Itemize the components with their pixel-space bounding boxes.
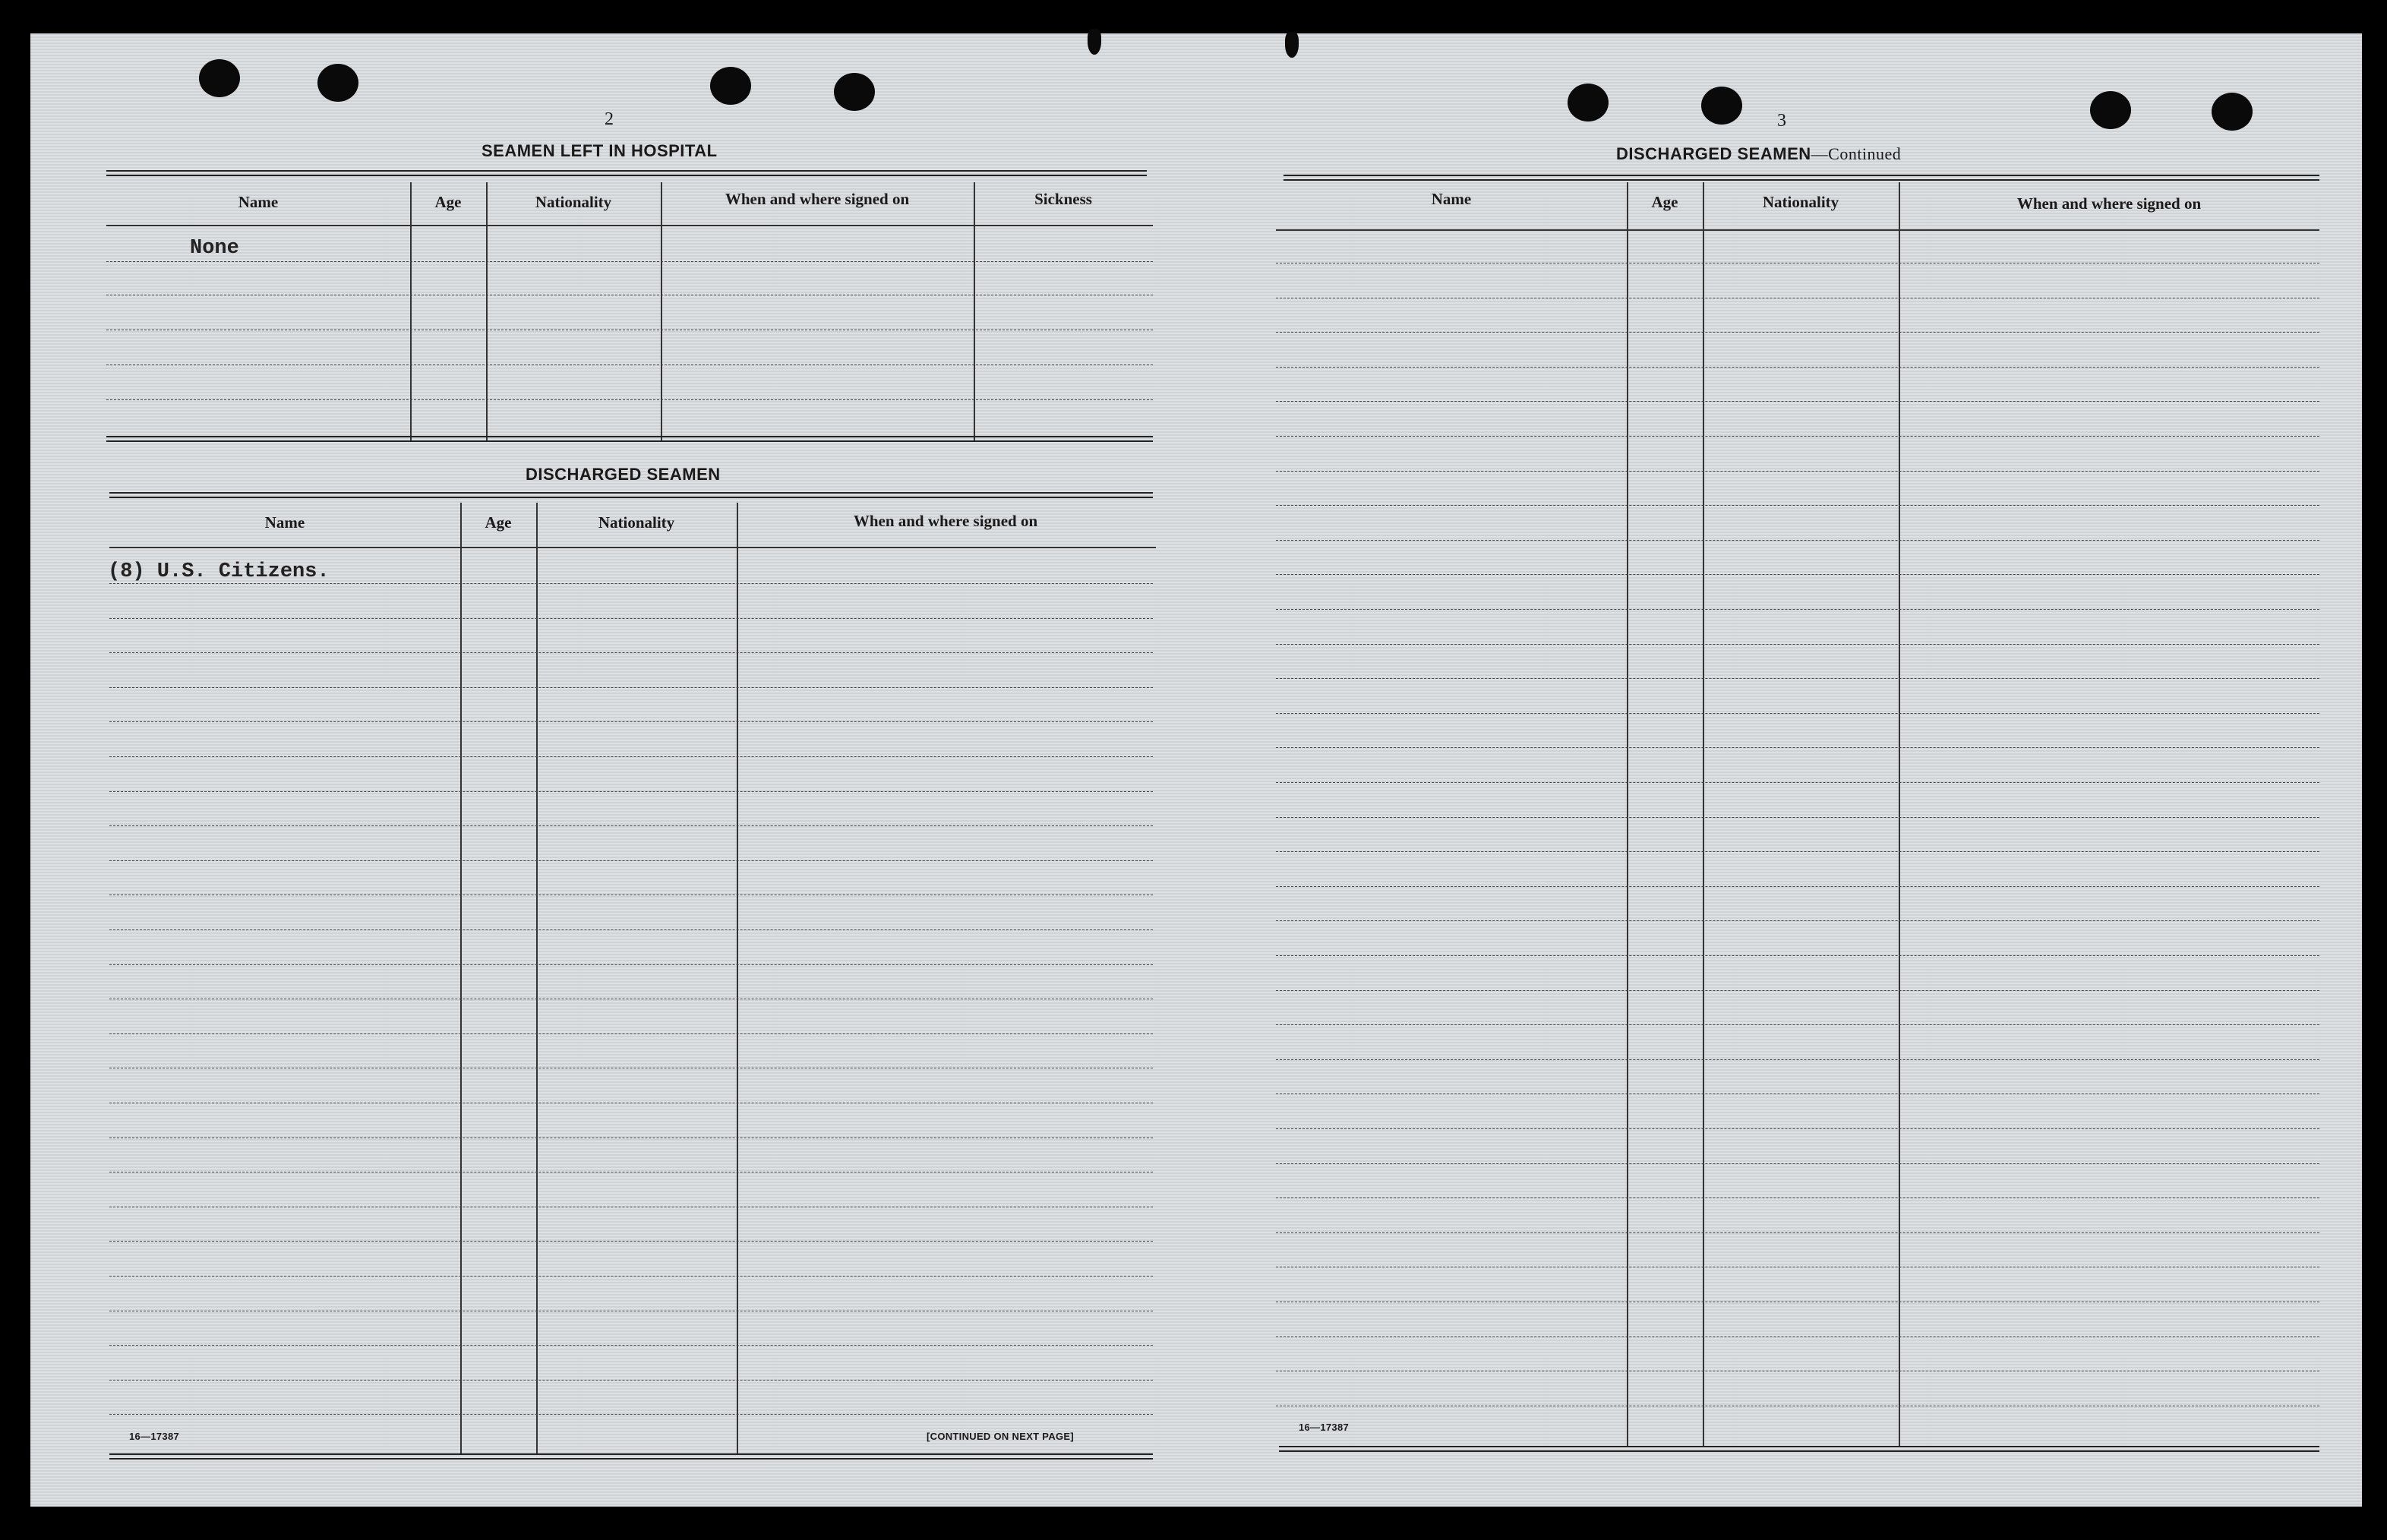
punch-hole bbox=[2090, 91, 2131, 129]
discharged-header-age: Age bbox=[485, 513, 512, 532]
punch-hole bbox=[1568, 84, 1609, 121]
row-line bbox=[109, 929, 1153, 930]
discharged-header-name: Name bbox=[264, 513, 305, 532]
row-line bbox=[1276, 367, 2319, 368]
hospital-row-line bbox=[106, 261, 1153, 262]
row-line bbox=[109, 618, 1153, 619]
row-line bbox=[109, 791, 1153, 792]
row-line bbox=[1276, 644, 2319, 645]
hospital-header-nationality: Nationality bbox=[535, 193, 612, 211]
row-line bbox=[1276, 609, 2319, 610]
discharged-top-rule bbox=[109, 492, 1153, 498]
row-line bbox=[1276, 990, 2319, 991]
hospital-col-divider bbox=[661, 182, 662, 440]
row-line bbox=[109, 825, 1153, 826]
punch-hole bbox=[317, 64, 358, 102]
row-line bbox=[1276, 747, 2319, 748]
row-line bbox=[109, 652, 1153, 653]
row-line bbox=[1276, 471, 2319, 472]
right-header-signed-on: When and where signed on bbox=[2016, 194, 2202, 213]
row-line bbox=[1276, 886, 2319, 887]
row-line bbox=[109, 1241, 1153, 1242]
row-line bbox=[1276, 1059, 2319, 1060]
hospital-col-divider bbox=[410, 182, 412, 440]
row-line bbox=[109, 687, 1153, 688]
page-number-left: 2 bbox=[605, 109, 614, 129]
hospital-header-age: Age bbox=[434, 193, 462, 211]
row-line bbox=[1276, 713, 2319, 714]
row-line bbox=[109, 1345, 1153, 1346]
right-header-name: Name bbox=[1431, 190, 1472, 208]
right-top-rule bbox=[1283, 175, 2319, 181]
continued-note: [CONTINUED ON NEXT PAGE] bbox=[927, 1431, 1075, 1442]
hospital-header-sickness: Sickness bbox=[1034, 190, 1092, 208]
row-line bbox=[1276, 436, 2319, 437]
right-bottom-rule bbox=[1279, 1446, 2319, 1452]
discharged-section-title: DISCHARGED SEAMEN bbox=[526, 465, 721, 484]
form-number-left: 16—17387 bbox=[129, 1431, 180, 1442]
row-line bbox=[1276, 1232, 2319, 1233]
binding-notch bbox=[1088, 29, 1101, 55]
row-line bbox=[109, 756, 1153, 757]
hospital-row-line bbox=[106, 399, 1153, 400]
document-sheet bbox=[30, 33, 2362, 1507]
row-line bbox=[109, 1380, 1153, 1381]
row-line bbox=[1276, 263, 2319, 264]
discharged-entry-name: (8) U.S. Citizens. bbox=[108, 560, 330, 583]
discharged-header-rule bbox=[109, 547, 1156, 548]
discharged-continued-title bbox=[1616, 144, 1901, 164]
hospital-bottom-rule bbox=[106, 436, 1153, 442]
row-line bbox=[1276, 920, 2319, 921]
binding-notch bbox=[1285, 32, 1299, 58]
discharged-continued-title-sub: —Continued bbox=[1811, 144, 1902, 163]
punch-hole bbox=[2212, 93, 2253, 131]
row-line bbox=[109, 964, 1153, 965]
discharged-continued-title-main: DISCHARGED SEAMEN bbox=[1616, 144, 1811, 163]
row-line bbox=[1276, 401, 2319, 402]
row-line bbox=[1276, 851, 2319, 852]
hospital-row-line bbox=[106, 364, 1153, 365]
row-line bbox=[109, 860, 1153, 861]
hospital-entry-name: None bbox=[190, 237, 239, 260]
page-number-right: 3 bbox=[1777, 111, 1786, 131]
row-line bbox=[109, 1414, 1153, 1415]
row-line bbox=[1276, 574, 2319, 575]
row-line bbox=[1276, 332, 2319, 333]
punch-hole bbox=[710, 67, 751, 105]
discharged-header-nationality: Nationality bbox=[598, 513, 675, 532]
form-number-right: 16—17387 bbox=[1299, 1422, 1350, 1433]
row-line bbox=[1276, 1163, 2319, 1164]
punch-hole bbox=[199, 59, 240, 97]
hospital-header-name: Name bbox=[238, 193, 279, 211]
punch-hole bbox=[834, 73, 875, 111]
right-col-divider bbox=[1703, 182, 1704, 1446]
hospital-col-divider bbox=[486, 182, 488, 440]
row-line bbox=[1276, 955, 2319, 956]
right-col-divider bbox=[1899, 182, 1900, 1446]
row-line bbox=[1276, 1336, 2319, 1337]
row-line bbox=[1276, 817, 2319, 818]
row-line bbox=[109, 583, 1153, 584]
row-line bbox=[1276, 678, 2319, 679]
row-line bbox=[1276, 782, 2319, 783]
hospital-col-divider bbox=[974, 182, 975, 440]
hospital-header-signed-on: When and where signed on bbox=[725, 190, 910, 208]
row-line bbox=[1276, 540, 2319, 541]
punch-hole bbox=[1701, 87, 1742, 125]
right-header-rule bbox=[1276, 229, 2319, 231]
discharged-header-signed-on: When and where signed on bbox=[853, 512, 1038, 530]
right-header-nationality: Nationality bbox=[1762, 193, 1839, 211]
discharged-bottom-rule bbox=[109, 1453, 1153, 1460]
row-line bbox=[1276, 1093, 2319, 1094]
row-line bbox=[109, 721, 1153, 722]
right-header-age: Age bbox=[1651, 193, 1678, 211]
hospital-section-title: SEAMEN LEFT IN HOSPITAL bbox=[482, 141, 718, 160]
row-line bbox=[1276, 1128, 2319, 1129]
hospital-header-rule bbox=[106, 225, 1153, 226]
row-line bbox=[1276, 1024, 2319, 1025]
hospital-top-rule bbox=[106, 170, 1147, 176]
row-line bbox=[1276, 505, 2319, 506]
right-col-divider bbox=[1627, 182, 1628, 1446]
